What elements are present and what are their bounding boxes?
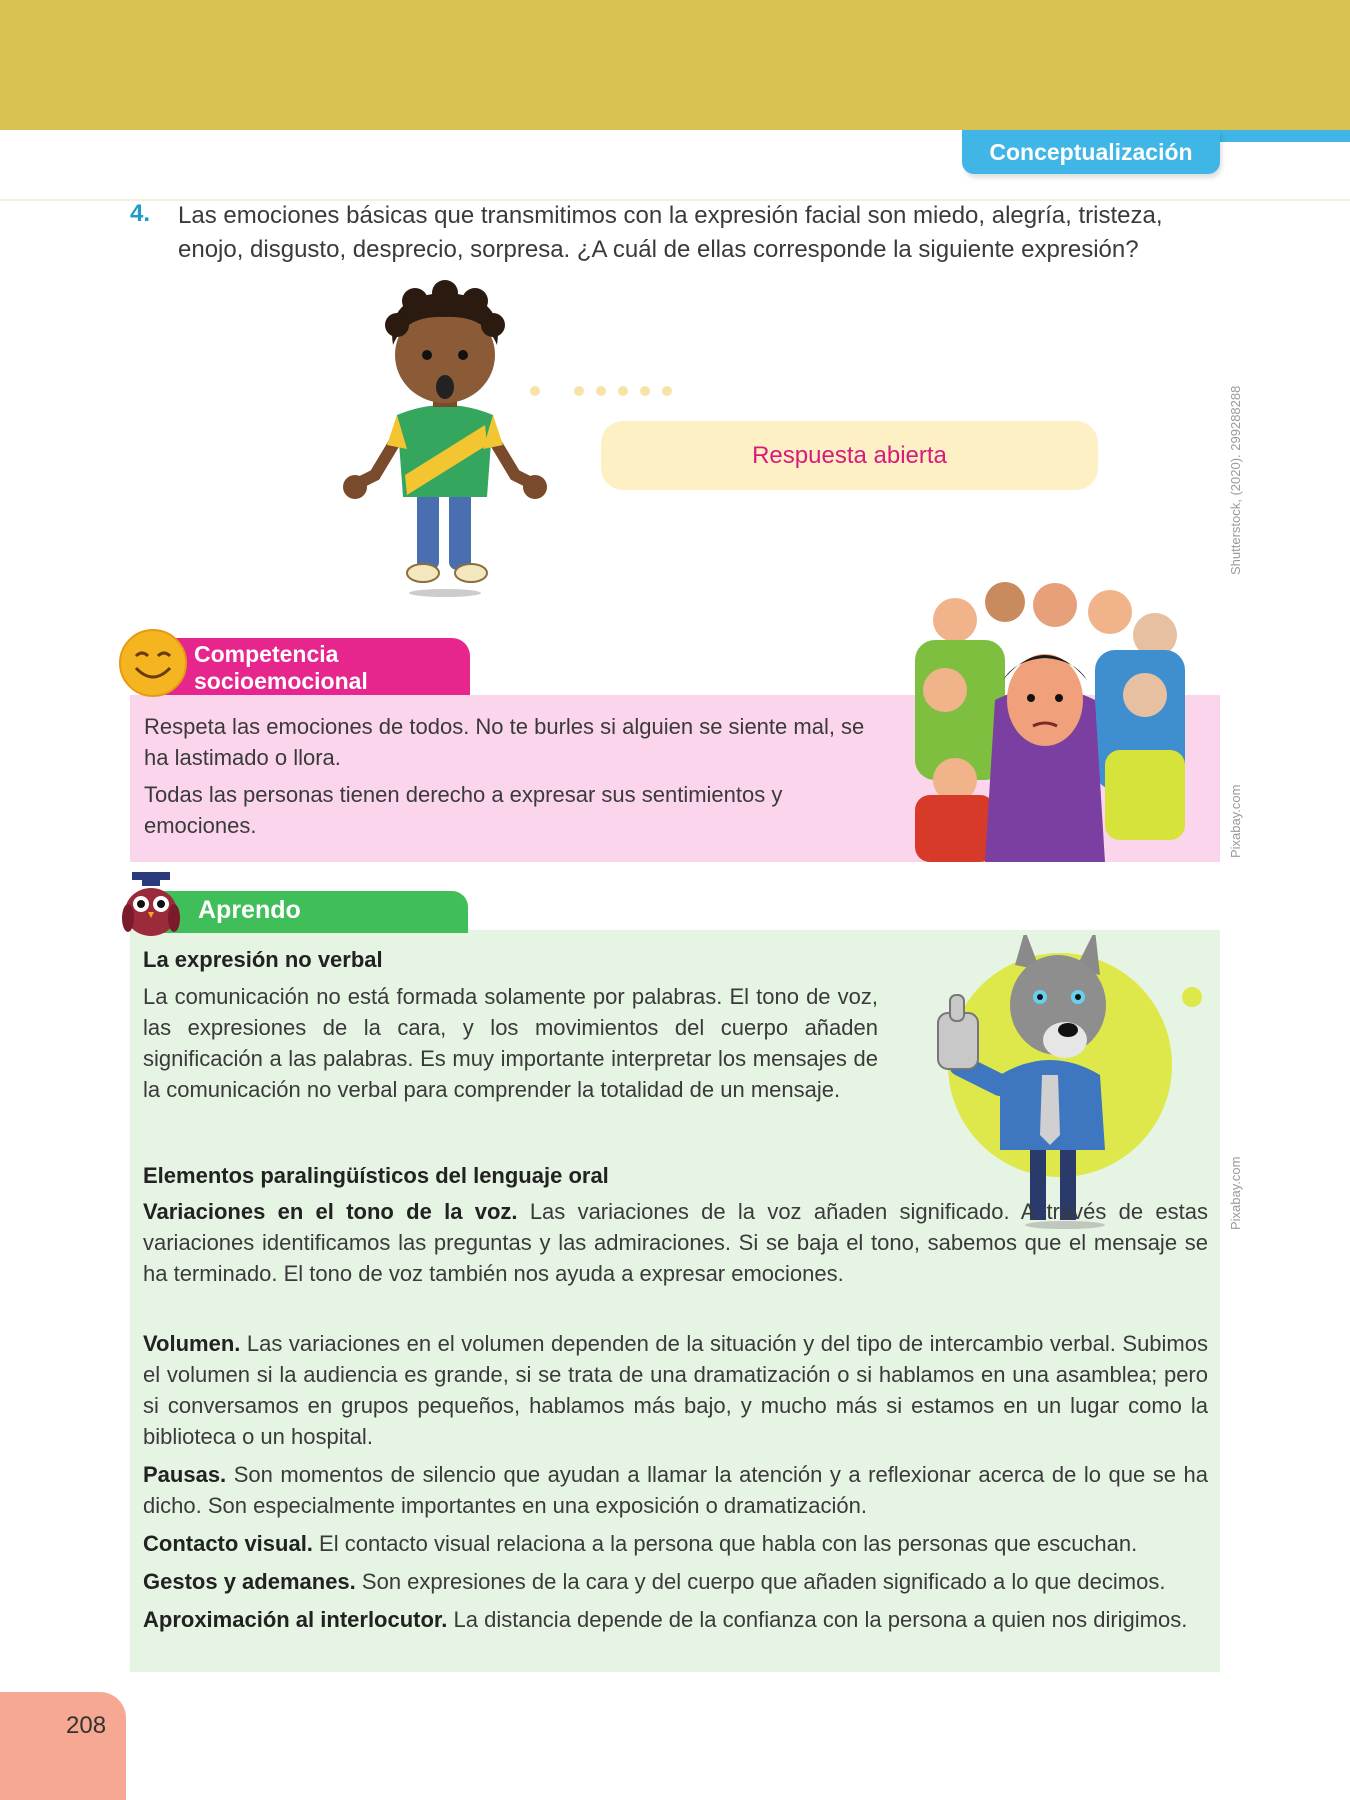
term-contacto-visual: Contacto visual. [143, 1531, 313, 1556]
answer-text: Respuesta abierta [752, 441, 947, 469]
surprised-boy-illustration [335, 275, 555, 605]
item-contacto-visual [143, 1528, 1208, 1559]
item-tono-voz [143, 1196, 1208, 1289]
top-color-band [0, 0, 1350, 130]
term-volumen: Volumen. [143, 1331, 241, 1356]
competencia-paragraph-1: Respeta las emociones de todos. No te burles si alguien se siente mal, se ha lastimado o llora. [144, 714, 865, 770]
smiley-icon [118, 628, 188, 698]
item-pausas [143, 1459, 1208, 1521]
competencia-paragraph-2: Todas las personas tienen derecho a expresar sus sentimientos y emociones. [144, 782, 783, 838]
competencia-title-line1: Competencia [194, 641, 339, 667]
competencia-title [194, 641, 368, 695]
question-number: 4. [130, 200, 151, 227]
item-aproximacion [143, 1604, 1208, 1635]
section-tab-tail [1220, 130, 1350, 142]
image-credit-shutterstock: Shutterstock, (2020). 299288288 [1228, 385, 1243, 575]
aprendo-title: Aprendo [198, 896, 301, 924]
heading-expresion-no-verbal: La expresión no verbal [143, 947, 383, 972]
text-tono-voz: Las variaciones de la voz añaden significado. A través de estas variaciones identificamos las preguntas y las admiraciones. Si se baja el tono, sabemos que el mensaje se ha terminado. El tono de voz también nos ayuda a expresar emociones. [143, 1199, 1208, 1286]
term-aproximacion: Aproximación al interlocutor. [143, 1607, 448, 1632]
text-pausas: Son momentos de silencio que ayudan a llamar la atención y a reflexionar acerca de lo que se ha dicho. Son especialmente importantes en una exposición o dramatización. [143, 1462, 1208, 1518]
page-number: 208 [66, 1712, 107, 1739]
intro-paragraph: La comunicación no está formada solamente por palabras. El tono de voz, las expresiones de la cara, y los movimientos del cuerpo añaden significación a las palabras. Es muy importante interpretar los mensajes de la comunicación no verbal para comprender la totalidad de un mensaje. [143, 984, 878, 1102]
question-text: Las emociones básicas que transmitimos con la expresión facial son miedo, alegría, tristeza, enojo, disgusto, desprecio, sorpresa. ¿A cuál de ellas corresponde la siguiente expresión? [178, 202, 1163, 263]
item-volumen [143, 1328, 1208, 1452]
page-number-tab [0, 1692, 126, 1800]
term-tono-voz: Variaciones en el tono de la voz. [143, 1199, 518, 1224]
heading-elementos-paralinguisticos: Elementos paralingüísticos del lenguaje oral [143, 1163, 609, 1188]
text-aproximacion: La distancia depende de la confianza con la persona a quien nos dirigimos. [453, 1607, 1188, 1632]
term-pausas: Pausas. [143, 1462, 227, 1487]
image-credit-pixabay-1: Pixabay.com [1228, 784, 1243, 858]
section-tab-label: Conceptualización [989, 138, 1193, 165]
text-contacto-visual: El contacto visual relaciona a la persona que habla con las personas que escuchan. [319, 1531, 1138, 1556]
text-volumen: Las variaciones en el volumen dependen de la situación y del tipo de intercambio verbal. Subimos el volumen si la audiencia es grande, si se trata de una dramatización o si hablamos en una asamblea; pero si conversamos en grupos pequeños, hablamos más bajo, y mucho más si estamos en un lugar como la biblioteca o un hospital. [143, 1331, 1208, 1449]
image-credit-pixabay-2: Pixabay.com [1228, 1156, 1243, 1230]
term-gestos: Gestos y ademanes. [143, 1569, 356, 1594]
owl-icon [118, 870, 184, 938]
section-tab-conceptualizacion [962, 130, 1220, 174]
answer-box [601, 421, 1098, 490]
laughing-crowd-illustration [905, 580, 1190, 862]
competencia-title-line2: socioemocional [194, 668, 368, 694]
competencia-text [144, 711, 884, 847]
text-gestos: Son expresiones de la cara y del cuerpo que añaden significado a lo que decimos. [361, 1569, 1166, 1594]
item-gestos [143, 1566, 1208, 1597]
wolf-thumbs-up-illustration [900, 935, 1210, 1235]
